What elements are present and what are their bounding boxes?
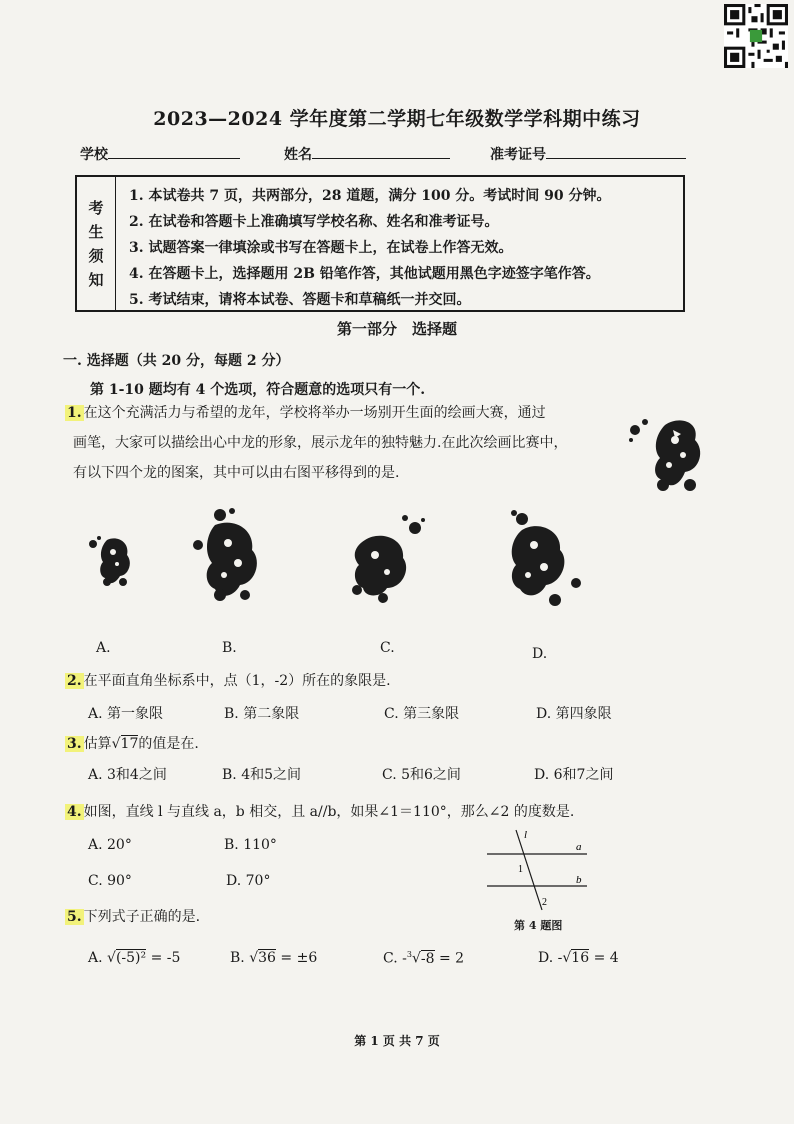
dragon-option-d-image [500, 505, 590, 610]
name-blank[interactable] [312, 144, 450, 159]
question-text: 下列式子正确的是. [83, 909, 201, 925]
question-number: 4. [67, 804, 82, 820]
option-a[interactable]: A. 20° [88, 837, 132, 853]
option-b[interactable]: B. [222, 640, 237, 656]
sqrt-symbol: √ [411, 950, 421, 967]
question-text: 估算 [83, 736, 112, 752]
q4-figure-caption: 第 4 题图 [514, 919, 563, 932]
question-text: 在平面直角坐标系中，点（1，-2）所在的象限是. [83, 673, 391, 689]
exam-id-label: 准考证号 [490, 147, 546, 163]
notice-char: 生 [88, 222, 104, 241]
option-c[interactable]: C. 90° [88, 873, 132, 889]
question-text: 的值是在. [138, 736, 199, 752]
question-4 [65, 801, 574, 821]
notice-item: 1. 本试卷共 7 页，共两部分，28 道题，满分 100 分。考试时间 90 分钟。 [129, 188, 611, 204]
option-letter: D. [538, 950, 554, 966]
fig-label-angle-1: 1 [518, 864, 523, 875]
radicand: 16 [571, 950, 590, 966]
school-label: 学校 [80, 147, 108, 163]
radicand: (-5)² [115, 950, 147, 966]
qr-code-image [724, 4, 788, 68]
notice-char: 须 [88, 246, 104, 265]
sqrt-symbol: √ [562, 950, 572, 966]
option-c[interactable]: C. 第三象限 [384, 706, 460, 722]
question-number: 5. [67, 909, 82, 925]
option-d[interactable]: D. [532, 646, 548, 662]
question-1 [65, 402, 546, 422]
option-rhs: = 4 [593, 950, 619, 966]
option-d[interactable]: D. 6和7之间 [534, 767, 614, 783]
question-text: 画笔，大家可以描绘出心中龙的形象，展示龙年的独特魅力.在此次绘画比赛中， [73, 435, 568, 451]
notice-char: 知 [88, 270, 104, 289]
option-d[interactable]: D. 第四象限 [536, 706, 612, 722]
option-c[interactable] [383, 950, 464, 967]
question-number: 3. [67, 736, 82, 752]
q4-parallel-lines-figure [482, 826, 592, 912]
fig-label-angle-2: 2 [542, 897, 547, 908]
notice-item: 3. 试题答案一律填涂或书写在答题卡上，在试卷上作答无效。 [129, 240, 513, 256]
dragon-option-b-image [190, 505, 270, 605]
option-rhs: = ±6 [280, 950, 318, 966]
question-number: 1. [67, 405, 82, 421]
school-blank[interactable] [108, 144, 240, 159]
option-letter: A. [88, 950, 103, 966]
dragon-reference-image [625, 410, 720, 500]
question-text: 在这个充满活力与希望的龙年，学校将举办一场别开生面的绘画大赛，通过 [83, 405, 546, 421]
question-text: 如图，直线 l 与直线 a，b 相交，且 a//b，如果∠1＝110°，那么∠2 的度数是. [83, 804, 575, 820]
option-b[interactable]: B. 4和5之间 [222, 767, 302, 783]
sqrt-symbol: √ [107, 950, 116, 966]
option-a[interactable]: A. [96, 640, 111, 656]
minus-sign: - [402, 950, 407, 967]
option-d[interactable] [538, 950, 619, 966]
option-rhs: = -5 [150, 950, 181, 966]
question-3 [65, 733, 199, 753]
sqrt-symbol: √ [249, 950, 259, 966]
question-5 [65, 906, 200, 926]
root-index: 3 [406, 950, 412, 959]
page-footer: 第 1 页 共 7 页 [354, 1034, 440, 1048]
exam-id-blank[interactable] [546, 144, 686, 159]
notice-side-label [77, 177, 116, 310]
radicand: 36 [258, 950, 276, 966]
option-c[interactable]: C. [380, 640, 395, 656]
option-rhs: = 2 [438, 950, 465, 967]
dragon-option-c-image [345, 510, 430, 605]
option-letter: B. [230, 950, 245, 966]
sqrt-symbol: √ [111, 736, 121, 752]
option-letter: C. [383, 950, 398, 967]
option-a[interactable] [88, 950, 180, 966]
option-b[interactable] [230, 950, 317, 966]
option-a[interactable]: A. 3和4之间 [88, 767, 167, 783]
exam-title: 2023—2024 学年度第二学期七年级数学学科期中练习 [153, 108, 641, 130]
option-d[interactable]: D. 70° [226, 873, 271, 889]
radicand: -8 [420, 950, 435, 967]
notice-list [129, 183, 611, 313]
notice-box [75, 175, 685, 312]
question-number: 2. [67, 673, 82, 689]
notice-item: 4. 在答题卡上，选择题用 2B 铅笔作答，其他试题用黑色字迹签字笔作答。 [129, 266, 600, 282]
notice-char: 考 [88, 198, 104, 217]
dragon-option-a-image [85, 530, 135, 590]
option-a[interactable]: A. 第一象限 [88, 706, 164, 722]
option-b[interactable]: B. 第二象限 [224, 706, 300, 722]
section-heading: 一. 选择题（共 20 分，每题 2 分） [63, 353, 290, 369]
fig-label-a: a [576, 841, 582, 853]
question-2 [65, 670, 391, 690]
question-text: 有以下四个龙的图案，其中可以由右图平移得到的是. [73, 465, 400, 481]
section-intro: 第 1-10 题均有 4 个选项，符合题意的选项只有一个. [90, 382, 426, 398]
fig-label-b: b [576, 874, 582, 886]
notice-item: 5. 考试结束，请将本试卷、答题卡和草稿纸一并交回。 [129, 292, 471, 308]
name-label: 姓名 [284, 147, 312, 163]
option-b[interactable]: B. 110° [224, 837, 277, 853]
minus-sign: - [557, 950, 563, 966]
notice-item: 2. 在试卷和答题卡上准确填写学校名称、姓名和准考证号。 [129, 214, 499, 230]
fig-label-l: l [524, 829, 528, 841]
radicand: 17 [120, 736, 139, 752]
option-c[interactable]: C. 5和6之间 [382, 767, 461, 783]
part-title: 第一部分 选择题 [336, 320, 457, 338]
